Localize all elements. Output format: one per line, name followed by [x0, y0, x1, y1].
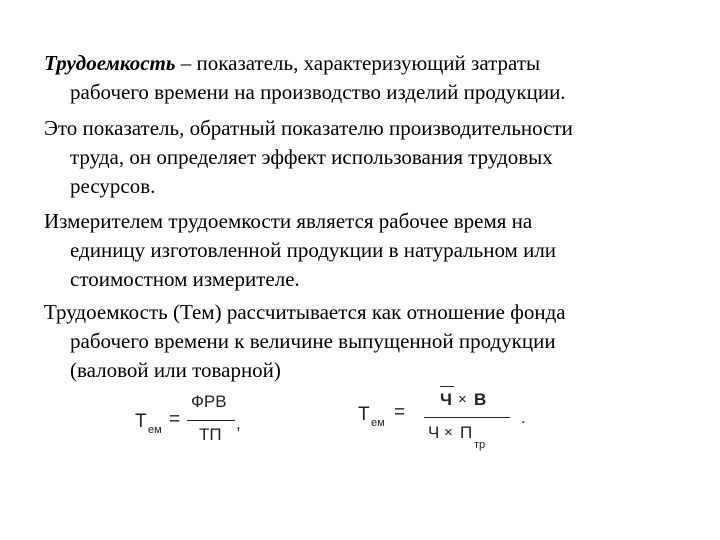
formula-punctuation: .	[521, 408, 526, 427]
paragraph-inverse-indicator	[44, 114, 684, 201]
paragraph-line: (валовой или товарной)	[70, 358, 281, 382]
paragraph-line: труда, он определяет эффект использования трудовых	[70, 145, 553, 169]
formula-numerator: ФРВ	[191, 392, 227, 411]
formula-subscript: ем	[371, 417, 385, 429]
paragraph-line: стоимостном измерителе.	[70, 267, 300, 291]
formula-denominator-productivity: П	[460, 423, 473, 442]
paragraph-line: Трудоемкость (Тем) рассчитывается как отношение фонда	[44, 300, 566, 324]
paragraph-calculation	[44, 298, 684, 385]
paragraph-line: Измерителем трудоемкости является рабочее время на	[44, 209, 533, 233]
overline-mark	[440, 386, 454, 387]
formula-denominator: ТП	[199, 425, 222, 444]
formula-times-sign: ×	[444, 424, 453, 441]
formula-symbol: Т	[358, 404, 370, 425]
formula-denominator-subscript: тр	[474, 439, 486, 451]
paragraph-definition	[44, 49, 684, 107]
fraction-bar	[424, 417, 510, 418]
formula-symbol: Т	[135, 411, 147, 432]
formula-equals: =	[394, 402, 406, 423]
term-labor-intensity: Трудоемкость	[44, 51, 176, 75]
formula-numerator-workers: Ч	[440, 390, 452, 409]
paragraph-line	[44, 49, 684, 78]
paragraph-line: единицу изготовленной продукции в натуральном или	[70, 238, 557, 262]
paragraph-measure	[44, 207, 684, 294]
definition-text: – показатель, характеризующий затраты	[175, 51, 541, 75]
formula-equals: =	[169, 409, 181, 430]
formula-punctuation: ,	[236, 414, 241, 433]
formula-subscript: ем	[148, 424, 162, 436]
fraction-bar	[187, 420, 235, 421]
paragraph-line: ресурсов.	[70, 174, 156, 198]
paragraph-line: рабочего времени на производство изделий продукции.	[70, 80, 566, 104]
formula-numerator-output: В	[474, 390, 487, 409]
paragraph-line: Это показатель, обратный показателю производительности	[44, 116, 573, 140]
formula-denominator-workers: Ч	[428, 423, 440, 442]
paragraph-line: рабочего времени к величине выпущенной продукции	[70, 329, 556, 353]
formula-times-sign: ×	[458, 391, 467, 408]
